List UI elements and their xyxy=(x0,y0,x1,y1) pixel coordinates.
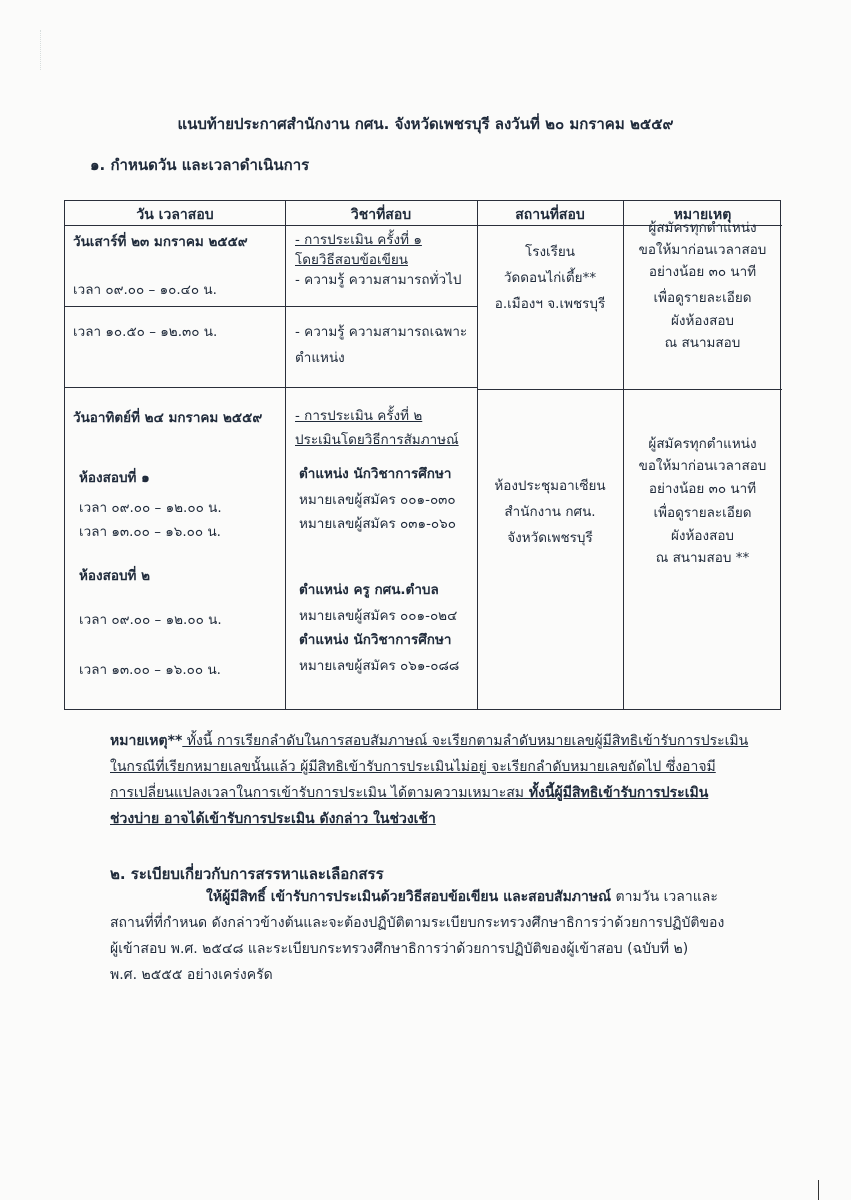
para-line-1-bold: ให้ผู้มีสิทธิ์ เข้ารับการประเมินด้วยวิธีสอบข้อเขียน และสอบสัมภาษณ์ xyxy=(206,889,612,905)
day2-remark-3: อย่างน้อย ๓๐ นาที xyxy=(648,481,757,497)
note-line-4: ช่วงบ่าย อาจได้เข้ารับการประเมิน ดังกล่าว ในช่วงเช้า xyxy=(110,811,436,827)
day1-place-3: อ.เมืองฯ จ.เพชรบุรี xyxy=(494,296,606,312)
table-row-divider xyxy=(65,387,477,388)
day2-place-1: ห้องประชุมอาเซียน xyxy=(494,478,606,494)
day1-subject-2a: - ความรู้ ความสามารถเฉพาะ xyxy=(295,324,468,340)
day1-time2: เวลา ๑๐.๕๐ – ๑๒.๓๐ น. xyxy=(73,324,218,340)
header-subject: วิชาที่สอบ xyxy=(350,207,412,223)
day2-remark-4: เพื่อดูรายละเอียด xyxy=(653,505,752,521)
day2-room2-time2: เวลา ๑๓.๐๐ – ๑๖.๐๐ น. xyxy=(79,662,221,678)
note-line-1: ทั้งนี้ การเรียกลำดับในการสอบสัมภาษณ์ จะเรียกตามลำดับหมายเลขผู้มีสิทธิเข้ารับการประเมิน xyxy=(182,733,749,749)
note-line-3a: การเปลี่ยนแปลงเวลาในการเข้ารับการประเมิน ได้ตามความเหมาะสม xyxy=(110,785,525,801)
day2-position-2: ตำแหน่ง ครู กศน.ตำบล xyxy=(299,582,439,598)
note-line-3b: ทั้งนี้ผู้มีสิทธิเข้ารับการประเมิน xyxy=(524,785,709,801)
page-title: แนบท้ายประกาศสำนักงาน กศน. จังหวัดเพชรบุรี ลงวันที่ ๒๐ มกราคม ๒๕๕๙ xyxy=(177,115,674,133)
day1-subject-2b: ตำแหน่ง xyxy=(295,350,345,366)
section-1-heading: ๑. กำหนดวัน และเวลาดำเนินการ xyxy=(90,156,310,174)
table-col-divider xyxy=(285,201,286,709)
para-line-4: พ.ศ. ๒๕๕๕ อย่างเคร่งครัด xyxy=(110,967,273,983)
day1-remark-4: เพื่อดูรายละเอียด xyxy=(653,290,752,306)
day1-remark-5: ผังห้องสอบ xyxy=(670,313,735,329)
day2-position-2-range: หมายเลขผู้สมัคร ๐๐๑-๐๒๔ xyxy=(299,608,458,624)
day2-room1: ห้องสอบที่ ๑ xyxy=(79,470,150,486)
day1-remark-6: ณ สนามสอบ xyxy=(664,335,741,351)
day2-place-3: จังหวัดเพชรบุรี xyxy=(507,530,593,546)
header-remark: หมายเหตุ xyxy=(673,207,732,223)
day2-room1-time2: เวลา ๑๓.๐๐ – ๑๖.๐๐ น. xyxy=(79,524,221,540)
day2-position-3: ตำแหน่ง นักวิชาการศึกษา xyxy=(299,632,452,648)
day2-position-1: ตำแหน่ง นักวิชาการศึกษา xyxy=(299,466,452,482)
day2-remark-2: ขอให้มาก่อนเวลาสอบ xyxy=(638,458,767,474)
day1-subject-1: - ความรู้ ความสามารถทั่วไป xyxy=(295,272,462,288)
table-row-divider xyxy=(65,306,477,307)
day2-position-1-range-1: หมายเลขผู้สมัคร ๐๐๑-๐๓๐ xyxy=(299,492,456,508)
day2-room2: ห้องสอบที่ ๒ xyxy=(79,568,151,584)
day2-subject-heading-1: - การประเมิน ครั้งที่ ๒ xyxy=(295,408,423,424)
scan-edge xyxy=(818,1180,819,1200)
day2-position-1-range-2: หมายเลขผู้สมัคร ๐๓๑-๐๖๐ xyxy=(299,516,456,532)
day1-remark-2: ขอให้มาก่อนเวลาสอบ xyxy=(638,242,767,258)
scan-artifact xyxy=(40,30,53,70)
section-2-heading: ๒. ระเบียบเกี่ยวกับการสรรหาและเลือกสรร xyxy=(110,865,384,883)
day2-subject-heading-2: ประเมินโดยวิธีการสัมภาษณ์ xyxy=(295,432,459,448)
table-row-divider xyxy=(477,389,782,390)
day2-room2-time1: เวลา ๐๙.๐๐ – ๑๒.๐๐ น. xyxy=(79,612,222,628)
day2-place-2: สำนักงาน กศน. xyxy=(504,504,596,520)
day1-subject-heading-2: โดยวิธีสอบข้อเขียน xyxy=(295,252,408,268)
header-date-time: วัน เวลาสอบ xyxy=(136,207,214,223)
day2-room1-time1: เวลา ๐๙.๐๐ – ๑๒.๐๐ น. xyxy=(79,500,222,516)
day2-remark-6: ณ สนามสอบ ** xyxy=(655,550,750,566)
note-label: หมายเหตุ** xyxy=(110,733,183,749)
note-block xyxy=(110,728,760,832)
day1-place-2: วัดดอนไก่เตี้ย** xyxy=(503,270,597,286)
day1-remark-1: ผู้สมัครทุกตำแหน่ง xyxy=(648,220,757,236)
day2-remark-5: ผังห้องสอบ xyxy=(670,528,735,544)
day1-date: วันเสาร์ที่ ๒๓ มกราคม ๒๕๕๙ xyxy=(73,234,248,250)
day1-remark-3: อย่างน้อย ๓๐ นาที xyxy=(648,264,757,280)
header-place: สถานที่สอบ xyxy=(515,207,585,223)
day1-place-1: โรงเรียน xyxy=(524,244,576,260)
day2-remark-1: ผู้สมัครทุกตำแหน่ง xyxy=(648,436,757,452)
para-line-3: ผู้เข้าสอบ พ.ศ. ๒๕๔๘ และระเบียบกระทรวงศึกษาธิการว่าด้วยการปฏิบัติของผู้เข้าสอบ (ฉบับที่ ๒) xyxy=(110,941,689,957)
para-line-2: สถานที่ที่กำหนด ดังกล่าวข้างต้นและจะต้องปฏิบัติตามระเบียบกระทรวงศึกษาธิการว่าด้วยการปฏิบัติของ xyxy=(110,915,725,931)
section-2-paragraph xyxy=(110,884,790,988)
day1-subject-heading-1: - การประเมิน ครั้งที่ ๑ xyxy=(295,232,422,248)
para-line-1-rest: ตามวัน เวลาและ xyxy=(611,889,718,905)
note-line-2: ในกรณีที่เรียกหมายเลขนั้นแล้ว ผู้มีสิทธิเข้ารับการประเมินไม่อยู่ จะเรียกลำดับหมายเลขถัดไป ซึ่งอาจมี xyxy=(110,759,716,775)
day2-position-3-range: หมายเลขผู้สมัคร ๐๖๑-๐๘๘ xyxy=(299,658,460,674)
day1-time1: เวลา ๐๙.๐๐ – ๑๐.๔๐ น. xyxy=(73,282,217,298)
day2-date: วันอาทิตย์ที่ ๒๔ มกราคม ๒๕๕๙ xyxy=(73,410,263,426)
schedule-table xyxy=(64,200,781,710)
